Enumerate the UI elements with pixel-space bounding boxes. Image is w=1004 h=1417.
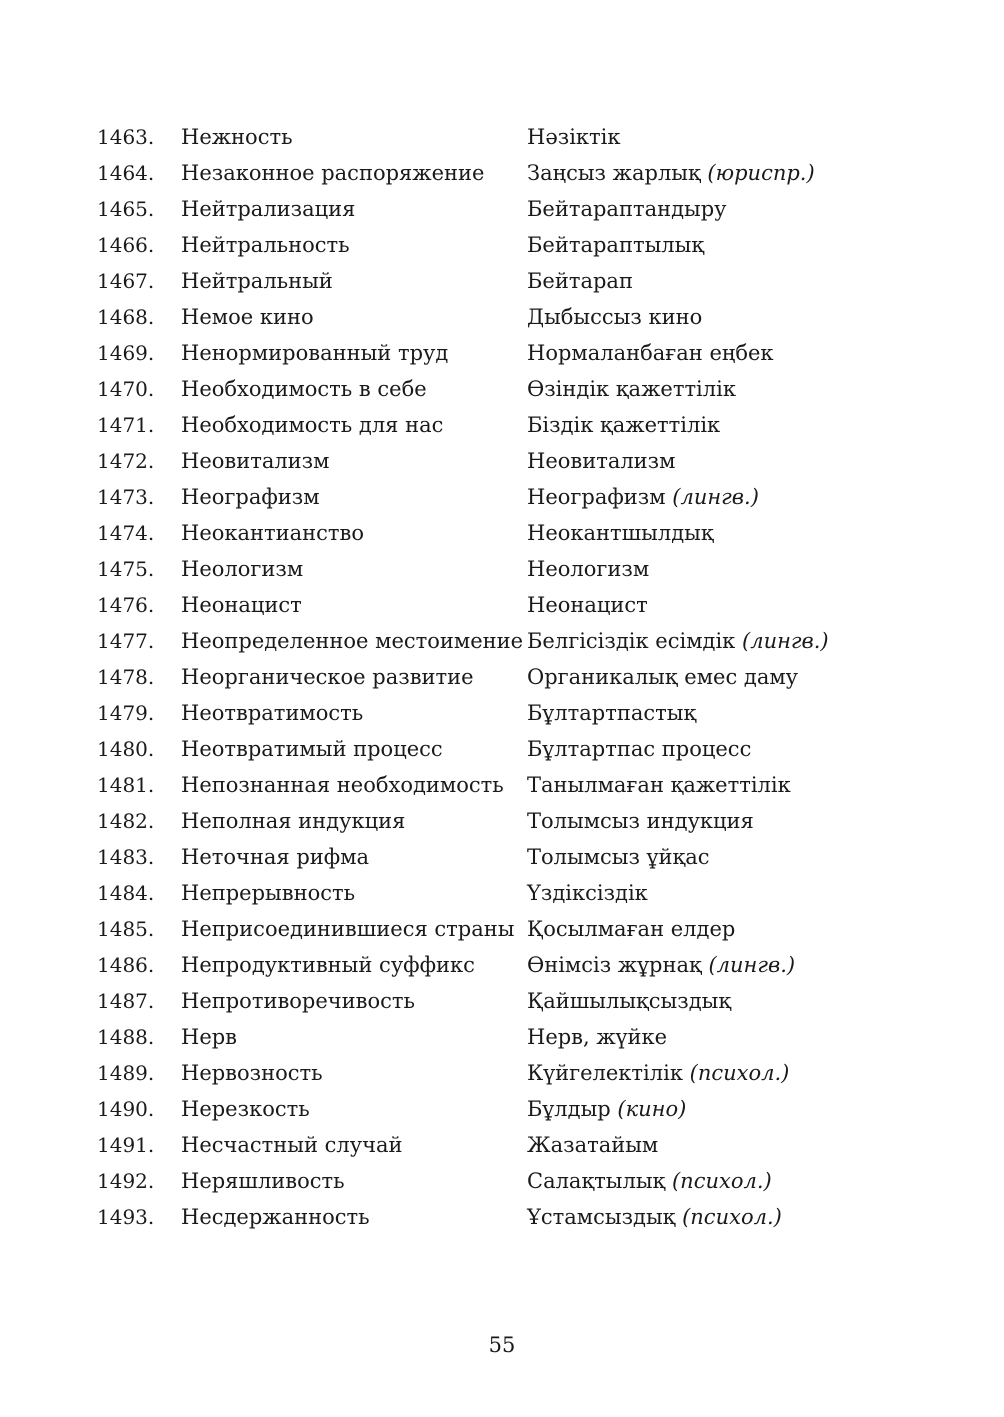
kazakh-translation-cell bbox=[527, 1166, 917, 1196]
kazakh-term: Өнімсіз жұрнақ bbox=[527, 953, 702, 977]
russian-term: Необходимость в себе bbox=[181, 377, 427, 401]
field-note: (психол.) bbox=[682, 1205, 782, 1229]
dictionary-entry bbox=[97, 842, 917, 872]
entry-number: 1493. bbox=[97, 1205, 155, 1229]
russian-term: Неприсоединившиеся страны bbox=[181, 917, 515, 941]
dictionary-entry bbox=[97, 878, 917, 908]
dictionary-entry bbox=[97, 554, 917, 584]
kazakh-term: Қайшылықсыздық bbox=[527, 989, 732, 1013]
russian-term: Ненормированный труд bbox=[181, 341, 449, 365]
kazakh-term: Толымсыз индукция bbox=[527, 809, 754, 833]
dictionary-entry bbox=[97, 158, 917, 188]
kazakh-term: Неонацист bbox=[527, 593, 648, 617]
russian-term: Непознанная необходимость bbox=[181, 773, 504, 797]
kazakh-term: Өзіндік қажеттілік bbox=[527, 377, 736, 401]
russian-term: Неографизм bbox=[181, 485, 320, 509]
kazakh-term: Неографизм bbox=[527, 485, 666, 509]
kazakh-translation-cell bbox=[527, 1202, 917, 1232]
entry-number: 1480. bbox=[97, 737, 155, 761]
entry-number: 1477. bbox=[97, 629, 155, 653]
russian-term: Неонацист bbox=[181, 593, 302, 617]
dictionary-entry bbox=[97, 122, 917, 152]
kazakh-term: Танылмаған қажеттілік bbox=[527, 773, 791, 797]
russian-term: Нейтрализация bbox=[181, 197, 356, 221]
field-note: (лингв.) bbox=[672, 485, 759, 509]
entry-number: 1484. bbox=[97, 881, 155, 905]
dictionary-entry bbox=[97, 986, 917, 1016]
entry-number: 1471. bbox=[97, 413, 155, 437]
kazakh-term: Бұлдыр bbox=[527, 1097, 611, 1121]
entry-number: 1464. bbox=[97, 161, 155, 185]
kazakh-translation-cell bbox=[527, 662, 917, 692]
kazakh-term: Нәзіктік bbox=[527, 125, 621, 149]
kazakh-translation-cell bbox=[527, 518, 917, 548]
dictionary-entry bbox=[97, 374, 917, 404]
entry-number: 1473. bbox=[97, 485, 155, 509]
kazakh-term: Заңсыз жарлық bbox=[527, 161, 701, 185]
russian-term: Несчастный случай bbox=[181, 1133, 403, 1157]
field-note: (кино) bbox=[617, 1097, 687, 1121]
russian-term: Неотвратимый процесс bbox=[181, 737, 443, 761]
kazakh-term: Үздіксіздік bbox=[527, 881, 648, 905]
entry-number: 1479. bbox=[97, 701, 155, 725]
russian-term: Незаконное распоряжение bbox=[181, 161, 485, 185]
russian-term: Нейтральность bbox=[181, 233, 350, 257]
kazakh-translation-cell bbox=[527, 410, 917, 440]
kazakh-term: Бұлтартпас процесс bbox=[527, 737, 752, 761]
entry-number: 1468. bbox=[97, 305, 155, 329]
kazakh-term: Толымсыз ұйқас bbox=[527, 845, 710, 869]
kazakh-translation-cell bbox=[527, 266, 917, 296]
dictionary-entry bbox=[97, 1094, 917, 1124]
kazakh-translation-cell bbox=[527, 446, 917, 476]
kazakh-term: Нормаланбаған еңбек bbox=[527, 341, 774, 365]
dictionary-entry bbox=[97, 230, 917, 260]
russian-term: Неорганическое развитие bbox=[181, 665, 474, 689]
dictionary-entry bbox=[97, 1058, 917, 1088]
kazakh-translation-cell bbox=[527, 338, 917, 368]
entry-number: 1465. bbox=[97, 197, 155, 221]
entry-number: 1472. bbox=[97, 449, 155, 473]
kazakh-term: Салақтылық bbox=[527, 1169, 666, 1193]
kazakh-term: Неовитализм bbox=[527, 449, 676, 473]
field-note: (лингв.) bbox=[742, 629, 829, 653]
entry-list bbox=[97, 122, 917, 1238]
field-note: (лингв.) bbox=[708, 953, 796, 977]
kazakh-translation-cell bbox=[527, 374, 917, 404]
entry-number: 1466. bbox=[97, 233, 155, 257]
entry-number: 1486. bbox=[97, 953, 155, 977]
kazakh-translation-cell bbox=[527, 986, 917, 1016]
entry-number: 1483. bbox=[97, 845, 155, 869]
entry-number: 1492. bbox=[97, 1169, 155, 1193]
kazakh-translation-cell bbox=[527, 806, 917, 836]
entry-number: 1474. bbox=[97, 521, 155, 545]
kazakh-term: Бейтарап bbox=[527, 269, 633, 293]
kazakh-term: Ұстамсыздық bbox=[527, 1205, 676, 1229]
entry-number: 1470. bbox=[97, 377, 155, 401]
entry-number: 1482. bbox=[97, 809, 155, 833]
entry-number: 1485. bbox=[97, 917, 155, 941]
kazakh-translation-cell bbox=[527, 554, 917, 584]
kazakh-translation-cell bbox=[527, 194, 917, 224]
dictionary-entry bbox=[97, 1130, 917, 1160]
kazakh-term: Күйгелектілік bbox=[527, 1061, 683, 1085]
russian-term: Неотвратимость bbox=[181, 701, 364, 725]
kazakh-term: Неологизм bbox=[527, 557, 650, 581]
field-note: (психол.) bbox=[689, 1061, 790, 1085]
russian-term: Немое кино bbox=[181, 305, 314, 329]
dictionary-entry bbox=[97, 1166, 917, 1196]
russian-term: Нервозность bbox=[181, 1061, 323, 1085]
dictionary-entry bbox=[97, 770, 917, 800]
dictionary-entry bbox=[97, 194, 917, 224]
kazakh-term: Дыбыссыз кино bbox=[527, 305, 703, 329]
entry-number: 1490. bbox=[97, 1097, 155, 1121]
russian-term: Нерезкость bbox=[181, 1097, 310, 1121]
russian-term: Неовитализм bbox=[181, 449, 330, 473]
kazakh-translation-cell bbox=[527, 950, 917, 980]
russian-term: Непродуктивный суффикс bbox=[181, 953, 475, 977]
dictionary-entry bbox=[97, 482, 917, 512]
kazakh-translation-cell bbox=[527, 770, 917, 800]
entry-number: 1476. bbox=[97, 593, 155, 617]
dictionary-entry bbox=[97, 1022, 917, 1052]
kazakh-translation-cell bbox=[527, 734, 917, 764]
entry-number: 1488. bbox=[97, 1025, 155, 1049]
russian-term: Неокантианство bbox=[181, 521, 365, 545]
entry-number: 1475. bbox=[97, 557, 155, 581]
dictionary-entry bbox=[97, 734, 917, 764]
dictionary-entry bbox=[97, 950, 917, 980]
russian-term: Неполная индукция bbox=[181, 809, 406, 833]
kazakh-translation-cell bbox=[527, 914, 917, 944]
russian-term: Нежность bbox=[181, 125, 293, 149]
kazakh-translation-cell bbox=[527, 590, 917, 620]
entry-number: 1491. bbox=[97, 1133, 155, 1157]
field-note: (юриспр.) bbox=[707, 161, 815, 185]
kazakh-term: Жазатайым bbox=[527, 1133, 659, 1157]
entry-number: 1481. bbox=[97, 773, 155, 797]
entry-number: 1487. bbox=[97, 989, 155, 1013]
kazakh-term: Неокантшылдық bbox=[527, 521, 714, 545]
russian-term: Несдержанность bbox=[181, 1205, 370, 1229]
dictionary-entry bbox=[97, 518, 917, 548]
russian-term: Неряшливость bbox=[181, 1169, 345, 1193]
dictionary-entry bbox=[97, 806, 917, 836]
kazakh-term: Бейтараптандыру bbox=[527, 197, 727, 221]
kazakh-translation-cell bbox=[527, 1058, 917, 1088]
kazakh-translation-cell bbox=[527, 158, 917, 188]
kazakh-translation-cell bbox=[527, 698, 917, 728]
kazakh-translation-cell bbox=[527, 878, 917, 908]
kazakh-term: Біздік қажеттілік bbox=[527, 413, 721, 437]
kazakh-term: Бұлтартпастық bbox=[527, 701, 697, 725]
dictionary-entry bbox=[97, 1202, 917, 1232]
dictionary-entry bbox=[97, 410, 917, 440]
kazakh-term: Бейтараптылық bbox=[527, 233, 705, 257]
dictionary-entry bbox=[97, 302, 917, 332]
kazakh-translation-cell bbox=[527, 230, 917, 260]
kazakh-translation-cell bbox=[527, 122, 917, 152]
russian-term: Нейтральный bbox=[181, 269, 333, 293]
russian-term: Непрерывность bbox=[181, 881, 356, 905]
russian-term: Нерв bbox=[181, 1025, 238, 1049]
russian-term: Необходимость для нас bbox=[181, 413, 444, 437]
dictionary-entry bbox=[97, 626, 917, 656]
dictionary-entry bbox=[97, 338, 917, 368]
russian-term: Неточная рифма bbox=[181, 845, 370, 869]
dictionary-entry bbox=[97, 590, 917, 620]
dictionary-entry bbox=[97, 662, 917, 692]
kazakh-term: Органикалық емес даму bbox=[527, 665, 799, 689]
russian-term: Неологизм bbox=[181, 557, 304, 581]
kazakh-translation-cell bbox=[527, 1094, 917, 1124]
dictionary-entry bbox=[97, 914, 917, 944]
kazakh-translation-cell bbox=[527, 626, 917, 656]
page-number: 55 bbox=[488, 1333, 516, 1357]
kazakh-translation-cell bbox=[527, 842, 917, 872]
russian-term: Неопределенное местоимение bbox=[181, 629, 524, 653]
dictionary-entry bbox=[97, 446, 917, 476]
entry-number: 1463. bbox=[97, 125, 155, 149]
entry-number: 1489. bbox=[97, 1061, 155, 1085]
kazakh-term: Нерв, жүйке bbox=[527, 1025, 668, 1049]
dictionary-entry bbox=[97, 698, 917, 728]
field-note: (психол.) bbox=[671, 1169, 772, 1193]
kazakh-translation-cell bbox=[527, 482, 917, 512]
russian-term: Непротиворечивость bbox=[181, 989, 415, 1013]
entry-number: 1467. bbox=[97, 269, 155, 293]
entry-number: 1478. bbox=[97, 665, 155, 689]
entry-number: 1469. bbox=[97, 341, 155, 365]
kazakh-translation-cell bbox=[527, 302, 917, 332]
kazakh-translation-cell bbox=[527, 1022, 917, 1052]
kazakh-translation-cell bbox=[527, 1130, 917, 1160]
kazakh-term: Белгісіздік есімдік bbox=[527, 629, 736, 653]
dictionary-entry bbox=[97, 266, 917, 296]
kazakh-term: Қосылмаған елдер bbox=[527, 917, 736, 941]
